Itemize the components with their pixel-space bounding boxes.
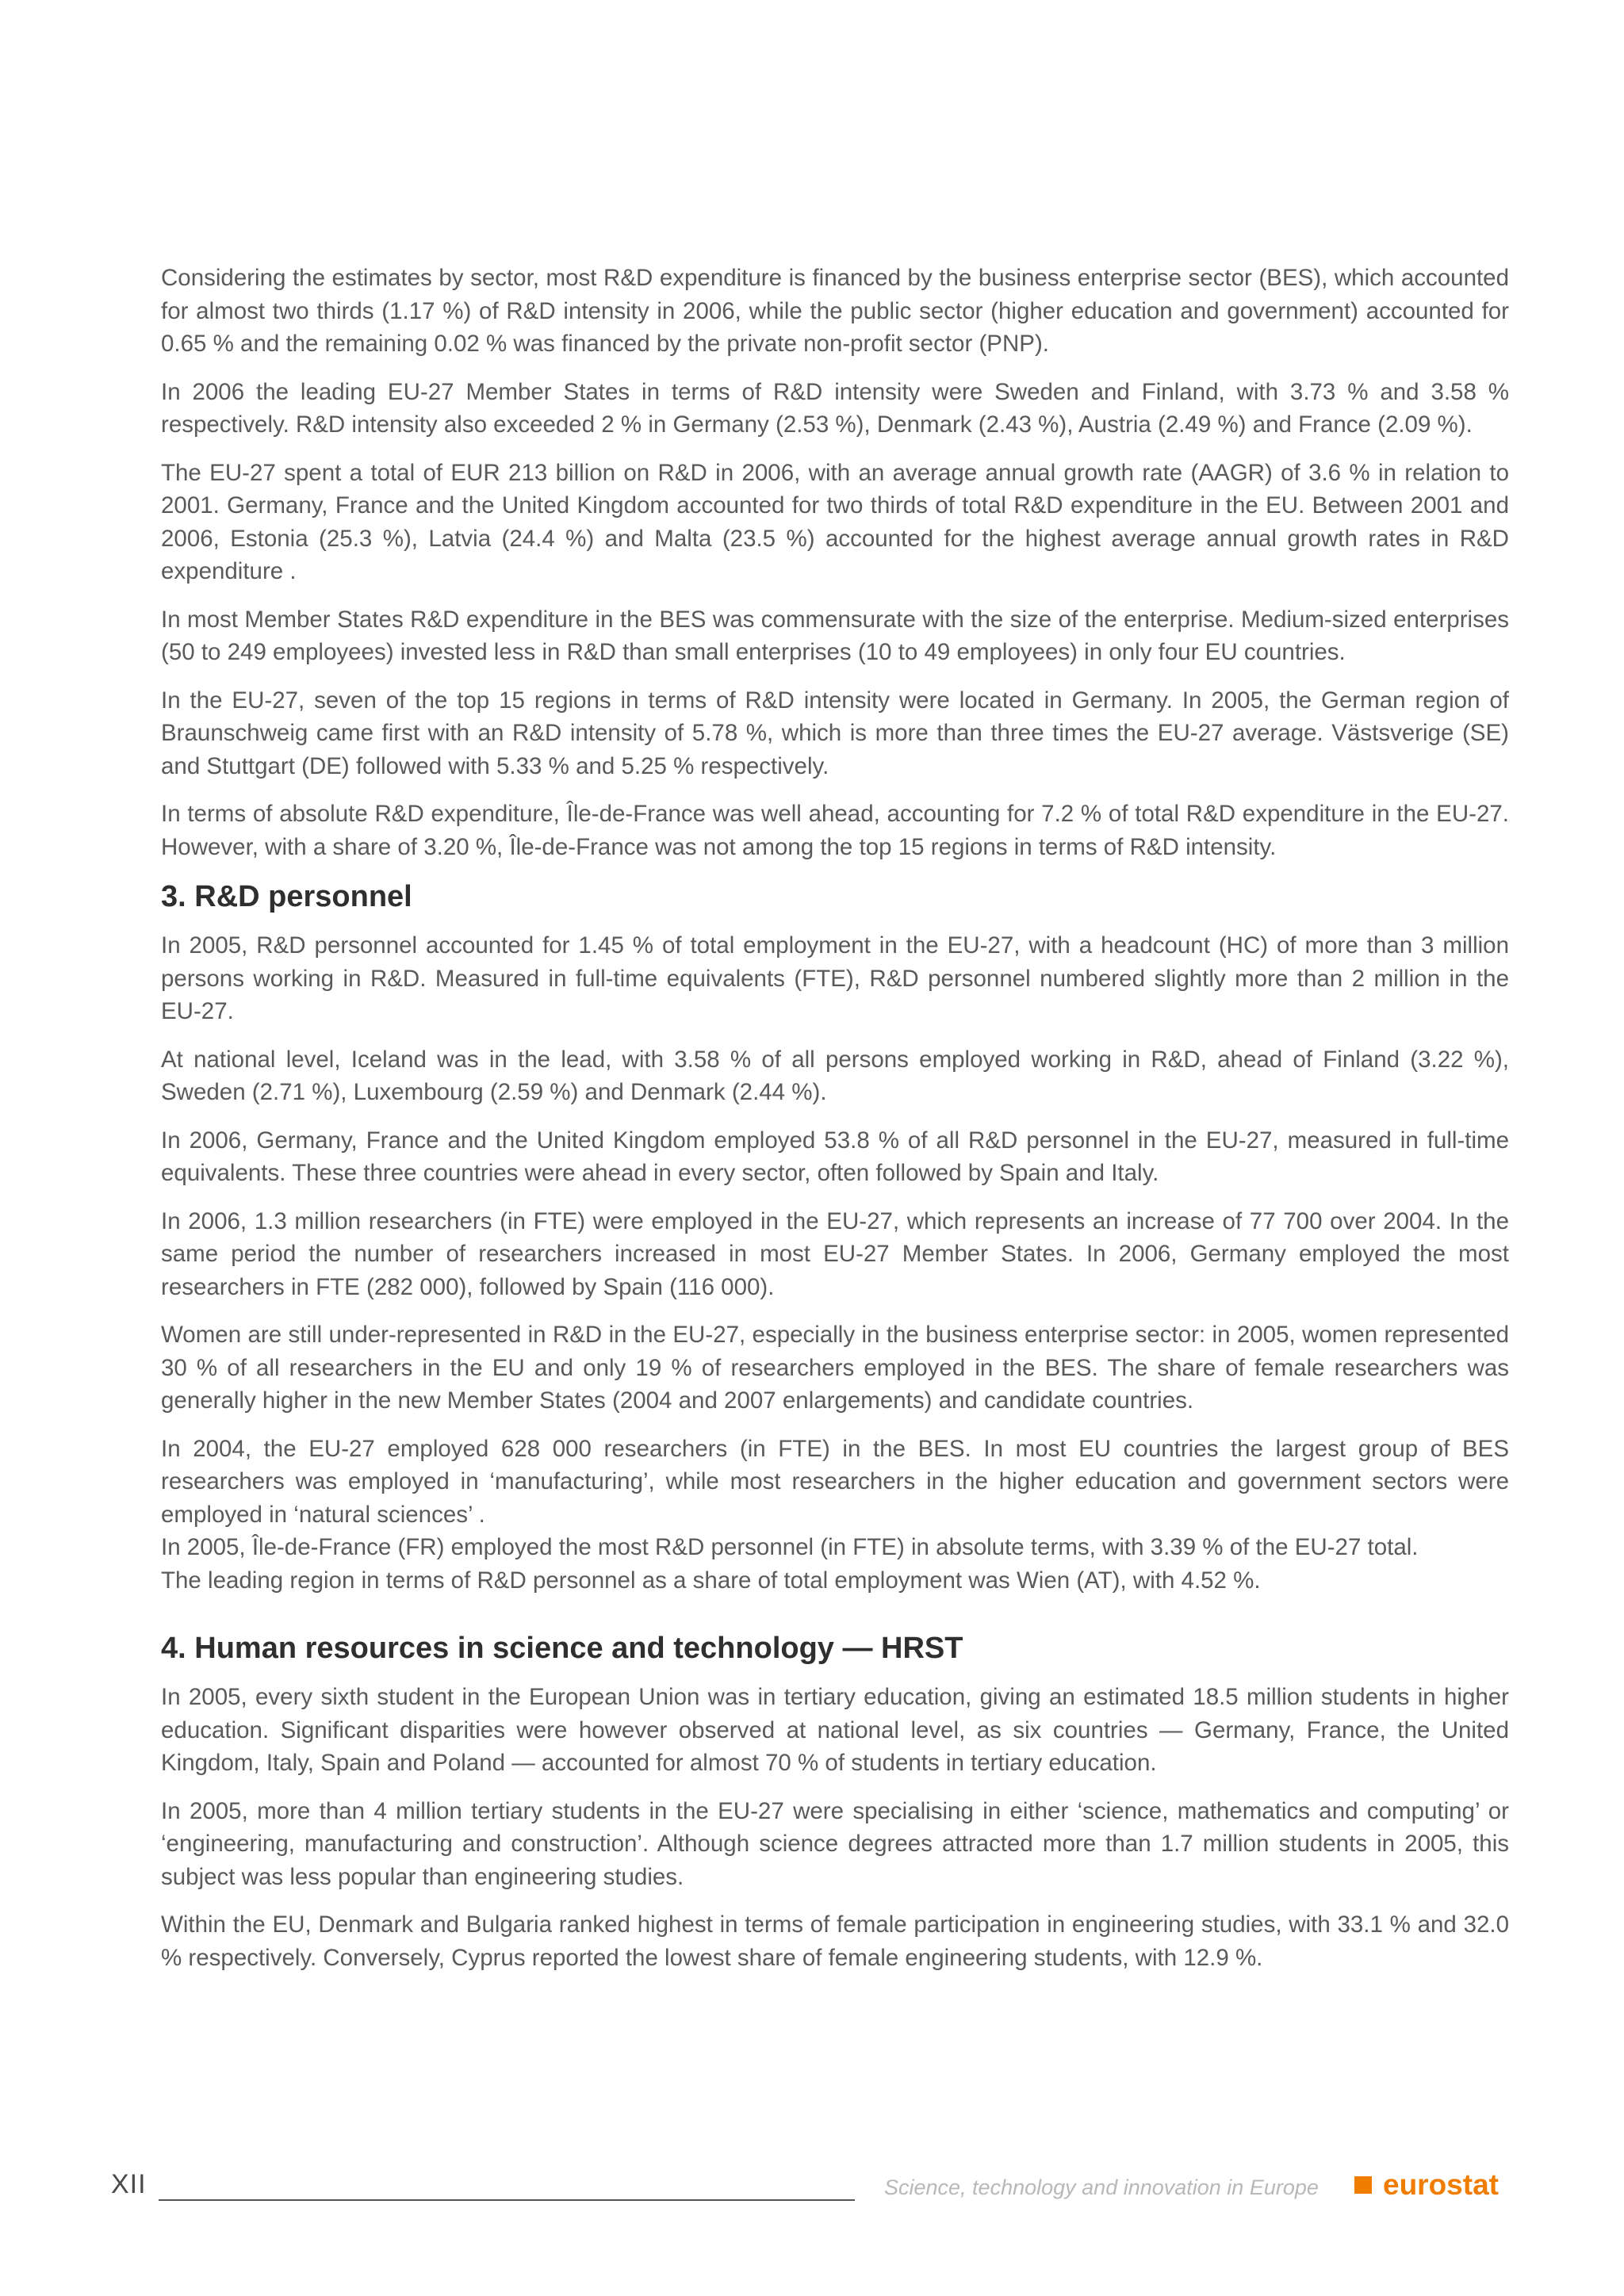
paragraph: The EU-27 spent a total of EUR 213 billion on R&D in 2006, with an average annual growth rate (AAGR) of 3.6 % in relation to 2001. Germany, France and the United Kingdom accounted for two thirds of total R&D expenditure in the EU. Between 2001 and 2006, Estonia (25.3 %), Latvia (24.4 %) and Malta (23.5 %) accounted for the highest average annual growth rates in R&D expenditure .	[161, 459, 1509, 584]
page-number: XII	[111, 2169, 147, 2199]
footer-rule	[159, 2199, 855, 2201]
paragraph: In 2005, R&D personnel accounted for 1.45 % of total employment in the EU-27, with a headcount (HC) of more than 3 million persons working in R&D. Measured in full-time equivalents (FTE), R&D personnel numbered slightly more than 2 million in the EU-27.	[161, 932, 1509, 1024]
paragraph: In terms of absolute R&D expenditure, Île-de-France was well ahead, accounting for 7.2 % of total R&D expenditure in the EU-27. However, with a share of 3.20 %, Île-de-France was not among the top 15 regions in terms of R&D intensity.	[161, 801, 1509, 860]
paragraph: In the EU-27, seven of the top 15 regions in terms of R&D intensity were located in Germany. In 2005, the German region of Braunschweig came first with an R&D intensity of 5.78 %, which is more than three times the EU-27 average. Västsverige (SE) and Stuttgart (DE) followed with 5.33 % and 5.25 % respectively.	[161, 687, 1509, 779]
paragraph: In most Member States R&D expenditure in the BES was commensurate with the size of the enterprise. Medium-sized enterprises (50 to 249 employees) invested less in R&D than small enterprises (10 to 49 employees) in only four EU countries.	[161, 606, 1509, 665]
paragraph: In 2004, the EU-27 employed 628 000 researchers (in FTE) in the BES. In most EU countries the largest group of BES researchers was employed in ‘manufacturing’, while most researchers in the higher education and government sectors were employed in ‘natural sciences’ .	[161, 1435, 1509, 1528]
paragraph: Considering the estimates by sector, most R&D expenditure is financed by the business enterprise sector (BES), which accounted for almost two thirds (1.17 %) of R&D intensity in 2006, while the public sector (higher education and government) accounted for 0.65 % and the remaining 0.02 % was financed by the private non-profit sector (PNP).	[161, 265, 1509, 357]
section-heading-rd-personnel: 3. R&D personnel	[161, 880, 412, 913]
paragraph: In 2006, 1.3 million researchers (in FTE) were employed in the EU-27, which represents an increase of 77 700 over 2004. In the same period the number of researchers increased in most EU-27 Member States. In 2006, Germany employed the most researchers in FTE (282 000), followed by Spain (116 000).	[161, 1207, 1509, 1300]
paragraph: In 2005, every sixth student in the European Union was in tertiary education, giving an estimated 18.5 million students in higher education. Significant disparities were however observed at national level, as six countries — Germany, France, the United Kingdom, Italy, Spain and Poland — accounted for almost 70 % of students in tertiary education.	[161, 1684, 1509, 1776]
paragraph: At national level, Iceland was in the lead, with 3.58 % of all persons employed working in R&D, ahead of Finland (3.22 %), Sweden (2.71 %), Luxembourg (2.59 %) and Denmark (2.44 %).	[161, 1046, 1509, 1105]
paragraph: In 2006, Germany, France and the United Kingdom employed 53.8 % of all R&D personnel in the EU-27, measured in full-time equivalents. These three countries were ahead in every sector, often followed by Spain and Italy.	[161, 1127, 1509, 1186]
orange-square-icon	[1354, 2176, 1372, 2194]
eurostat-logo	[1354, 2169, 1499, 2201]
publication-title: Science, technology and innovation in Europe	[884, 2175, 1319, 2199]
brand-name: eurostat	[1383, 2168, 1499, 2201]
page-body	[161, 262, 1509, 1989]
paragraph: In 2006 the leading EU-27 Member States in terms of R&D intensity were Sweden and Finland, with 3.73 % and 3.58 % respectively. R&D intensity also exceeded 2 % in Germany (2.53 %), Denmark (2.43 %), Austria (2.49 %) and France (2.09 %).	[161, 378, 1509, 438]
paragraph: Within the EU, Denmark and Bulgaria ranked highest in terms of female participation in engineering studies, with 33.1 % and 32.0 % respectively. Conversely, Cyprus reported the lowest share of female engineering students, with 12.9 %.	[161, 1911, 1509, 1971]
page-footer	[0, 2164, 1624, 2212]
paragraph: The leading region in terms of R&D personnel as a share of total employment was Wien (AT), with 4.52 %.	[161, 1567, 1261, 1594]
paragraph: In 2005, more than 4 million tertiary students in the EU-27 were specialising in either ‘science, mathematics and computing’ or ‘engineering, manufacturing and construction’. Although science degrees attracted more than 1.7 million students in 2005, this subject was less popular than engineering studies.	[161, 1797, 1509, 1890]
paragraph: Women are still under-represented in R&D in the EU-27, especially in the business enterprise sector: in 2005, women represented 30 % of all researchers in the EU and only 19 % of researchers employed in the BES. The share of female researchers was generally higher in the new Member States (2004 and 2007 enlargements) and candidate countries.	[161, 1322, 1509, 1414]
section-heading-hrst: 4. Human resources in science and technology — HRST	[161, 1632, 963, 1665]
paragraph: In 2005, Île-de-France (FR) employed the most R&D personnel (in FTE) in absolute terms, with 3.39 % of the EU-27 total.	[161, 1534, 1419, 1560]
